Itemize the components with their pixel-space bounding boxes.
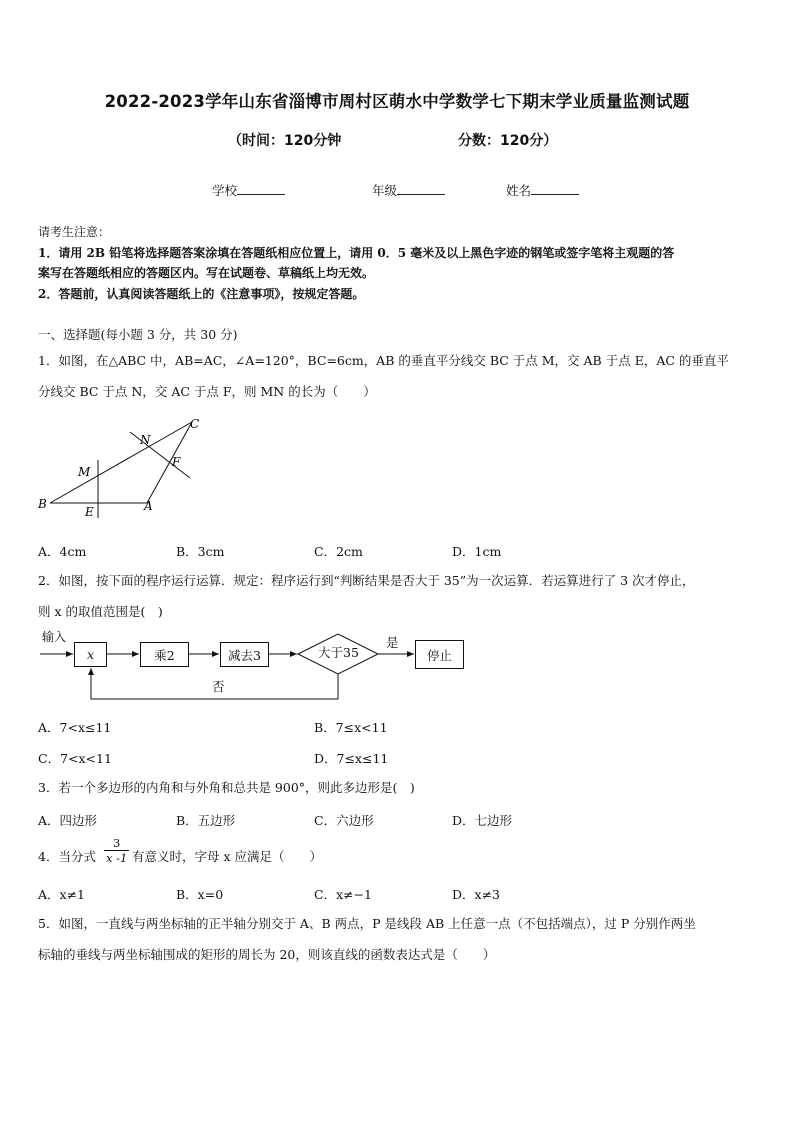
notice-heading: 请考生注意： xyxy=(38,225,111,239)
q5-line-1: 5．如图，一直线与两坐标轴的正半轴分别交于 A、B 两点，P 是线段 AB 上任意一点（不包括端点），过 P 分别作两坐 xyxy=(38,916,696,931)
q3-option-d[interactable]: D．七边形 xyxy=(452,813,513,828)
q4-suffix: 有意义时，字母 x 应满足（ ） xyxy=(132,849,322,864)
q4-fraction-numerator: 3 xyxy=(104,836,129,851)
label-c: C xyxy=(190,417,200,431)
q4-option-b[interactable]: B．x=0 xyxy=(176,887,224,902)
school-label: 学校 xyxy=(212,183,238,198)
label-m: M xyxy=(78,465,91,479)
q3-option-c[interactable]: C．六边形 xyxy=(314,813,374,828)
q3-option-a[interactable]: A．四边形 xyxy=(38,813,98,828)
grade-field xyxy=(372,181,445,199)
q2-option-c[interactable]: C．7<x<11 xyxy=(38,751,112,766)
q1-triangle-figure xyxy=(30,410,220,522)
exam-score: 分数：120分） xyxy=(458,133,558,149)
q5-line-2: 标轴的垂线与两坐标轴围成的矩形的周长为 20，则该直线的函数表达式是（ ） xyxy=(38,947,496,962)
section-heading: 一、选择题(每小题 3 分，共 30 分) xyxy=(38,327,238,342)
exam-time: （时间：120分钟 xyxy=(228,133,342,149)
q4-prefix: 4．当分式 xyxy=(38,849,96,864)
flow-cmp-label: 大于35 xyxy=(318,645,359,660)
q1-line-2: 分线交 BC 于点 N，交 AC 于点 F，则 MN 的长为（ ） xyxy=(38,384,376,399)
q4-fraction xyxy=(104,836,129,865)
flow-mul-box: 乘2 xyxy=(140,642,189,667)
page-title: 2022-2023学年山东省淄博市周村区萌水中学数学七下期末学业质量监测试题 xyxy=(104,92,690,111)
q1-option-b[interactable]: B．3cm xyxy=(176,544,225,559)
flow-x-box: x xyxy=(74,642,107,667)
q2-option-a[interactable]: A．7<x≤11 xyxy=(38,720,112,735)
q1-option-d[interactable]: D．1cm xyxy=(452,544,502,559)
q2-option-b[interactable]: B．7≤x<11 xyxy=(314,720,388,735)
label-b: B xyxy=(38,497,47,511)
flow-stop-box: 停止 xyxy=(415,640,464,669)
school-blank xyxy=(237,182,285,195)
q2-line-2: 则 x 的取值范围是( ) xyxy=(38,604,163,619)
name-field xyxy=(506,181,579,199)
side-bc xyxy=(50,422,192,503)
name-label: 姓名 xyxy=(506,183,532,198)
q2-line-1: 2．如图，按下面的程序运行运算．规定：程序运行到“判断结果是否大于 35”为一次运算．若运算进行了 3 次才停止， xyxy=(38,573,695,588)
label-e: E xyxy=(85,505,94,519)
label-a: A xyxy=(144,499,153,513)
q4-option-d[interactable]: D．x≠3 xyxy=(452,887,500,902)
notice-line-2: 案写在答题纸相应的答题区内。写在试题卷、草稿纸上均无效。 xyxy=(38,266,375,280)
q4-option-c[interactable]: C．x≠−1 xyxy=(314,887,373,902)
q2-option-d[interactable]: D．7≤x≤11 xyxy=(314,751,389,766)
flow-sub-box: 减去3 xyxy=(220,642,269,667)
q4-fraction-denominator: x -1 xyxy=(106,851,128,865)
grade-blank xyxy=(397,182,445,195)
name-blank xyxy=(531,182,579,195)
label-n: N xyxy=(140,433,151,447)
notice-line-3: 2．答题前，认真阅读答题纸上的《注意事项》，按规定答题。 xyxy=(38,287,365,301)
label-f: F xyxy=(172,455,181,469)
q3-option-b[interactable]: B．五边形 xyxy=(176,813,236,828)
flow-input-label: 输入 xyxy=(42,630,67,644)
q1-option-c[interactable]: C．2cm xyxy=(314,544,363,559)
notice-line-1: 1．请用 2B 铅笔将选择题答案涂填在答题纸相应位置上，请用 0．5 毫米及以上黑色字迹的钢笔或签字笔将主观题的答 xyxy=(38,246,675,260)
school-field xyxy=(212,181,285,199)
grade-label: 年级 xyxy=(372,183,398,198)
flow-yes-label: 是 xyxy=(386,635,399,650)
q4-option-a[interactable]: A．x≠1 xyxy=(38,887,86,902)
flow-no-label: 否 xyxy=(212,679,225,694)
q1-option-a[interactable]: A．4cm xyxy=(38,544,87,559)
q1-line-1: 1．如图，在△ABC 中，AB=AC，∠A=120°，BC=6cm，AB 的垂直平分线交 BC 于点 M，交 AB 于点 E，AC 的垂直平 xyxy=(38,353,729,368)
perp-bisector-ac xyxy=(130,432,190,478)
q3-text: 3．若一个多边形的内角和与外角和总共是 900°，则此多边形是( ) xyxy=(38,780,415,795)
